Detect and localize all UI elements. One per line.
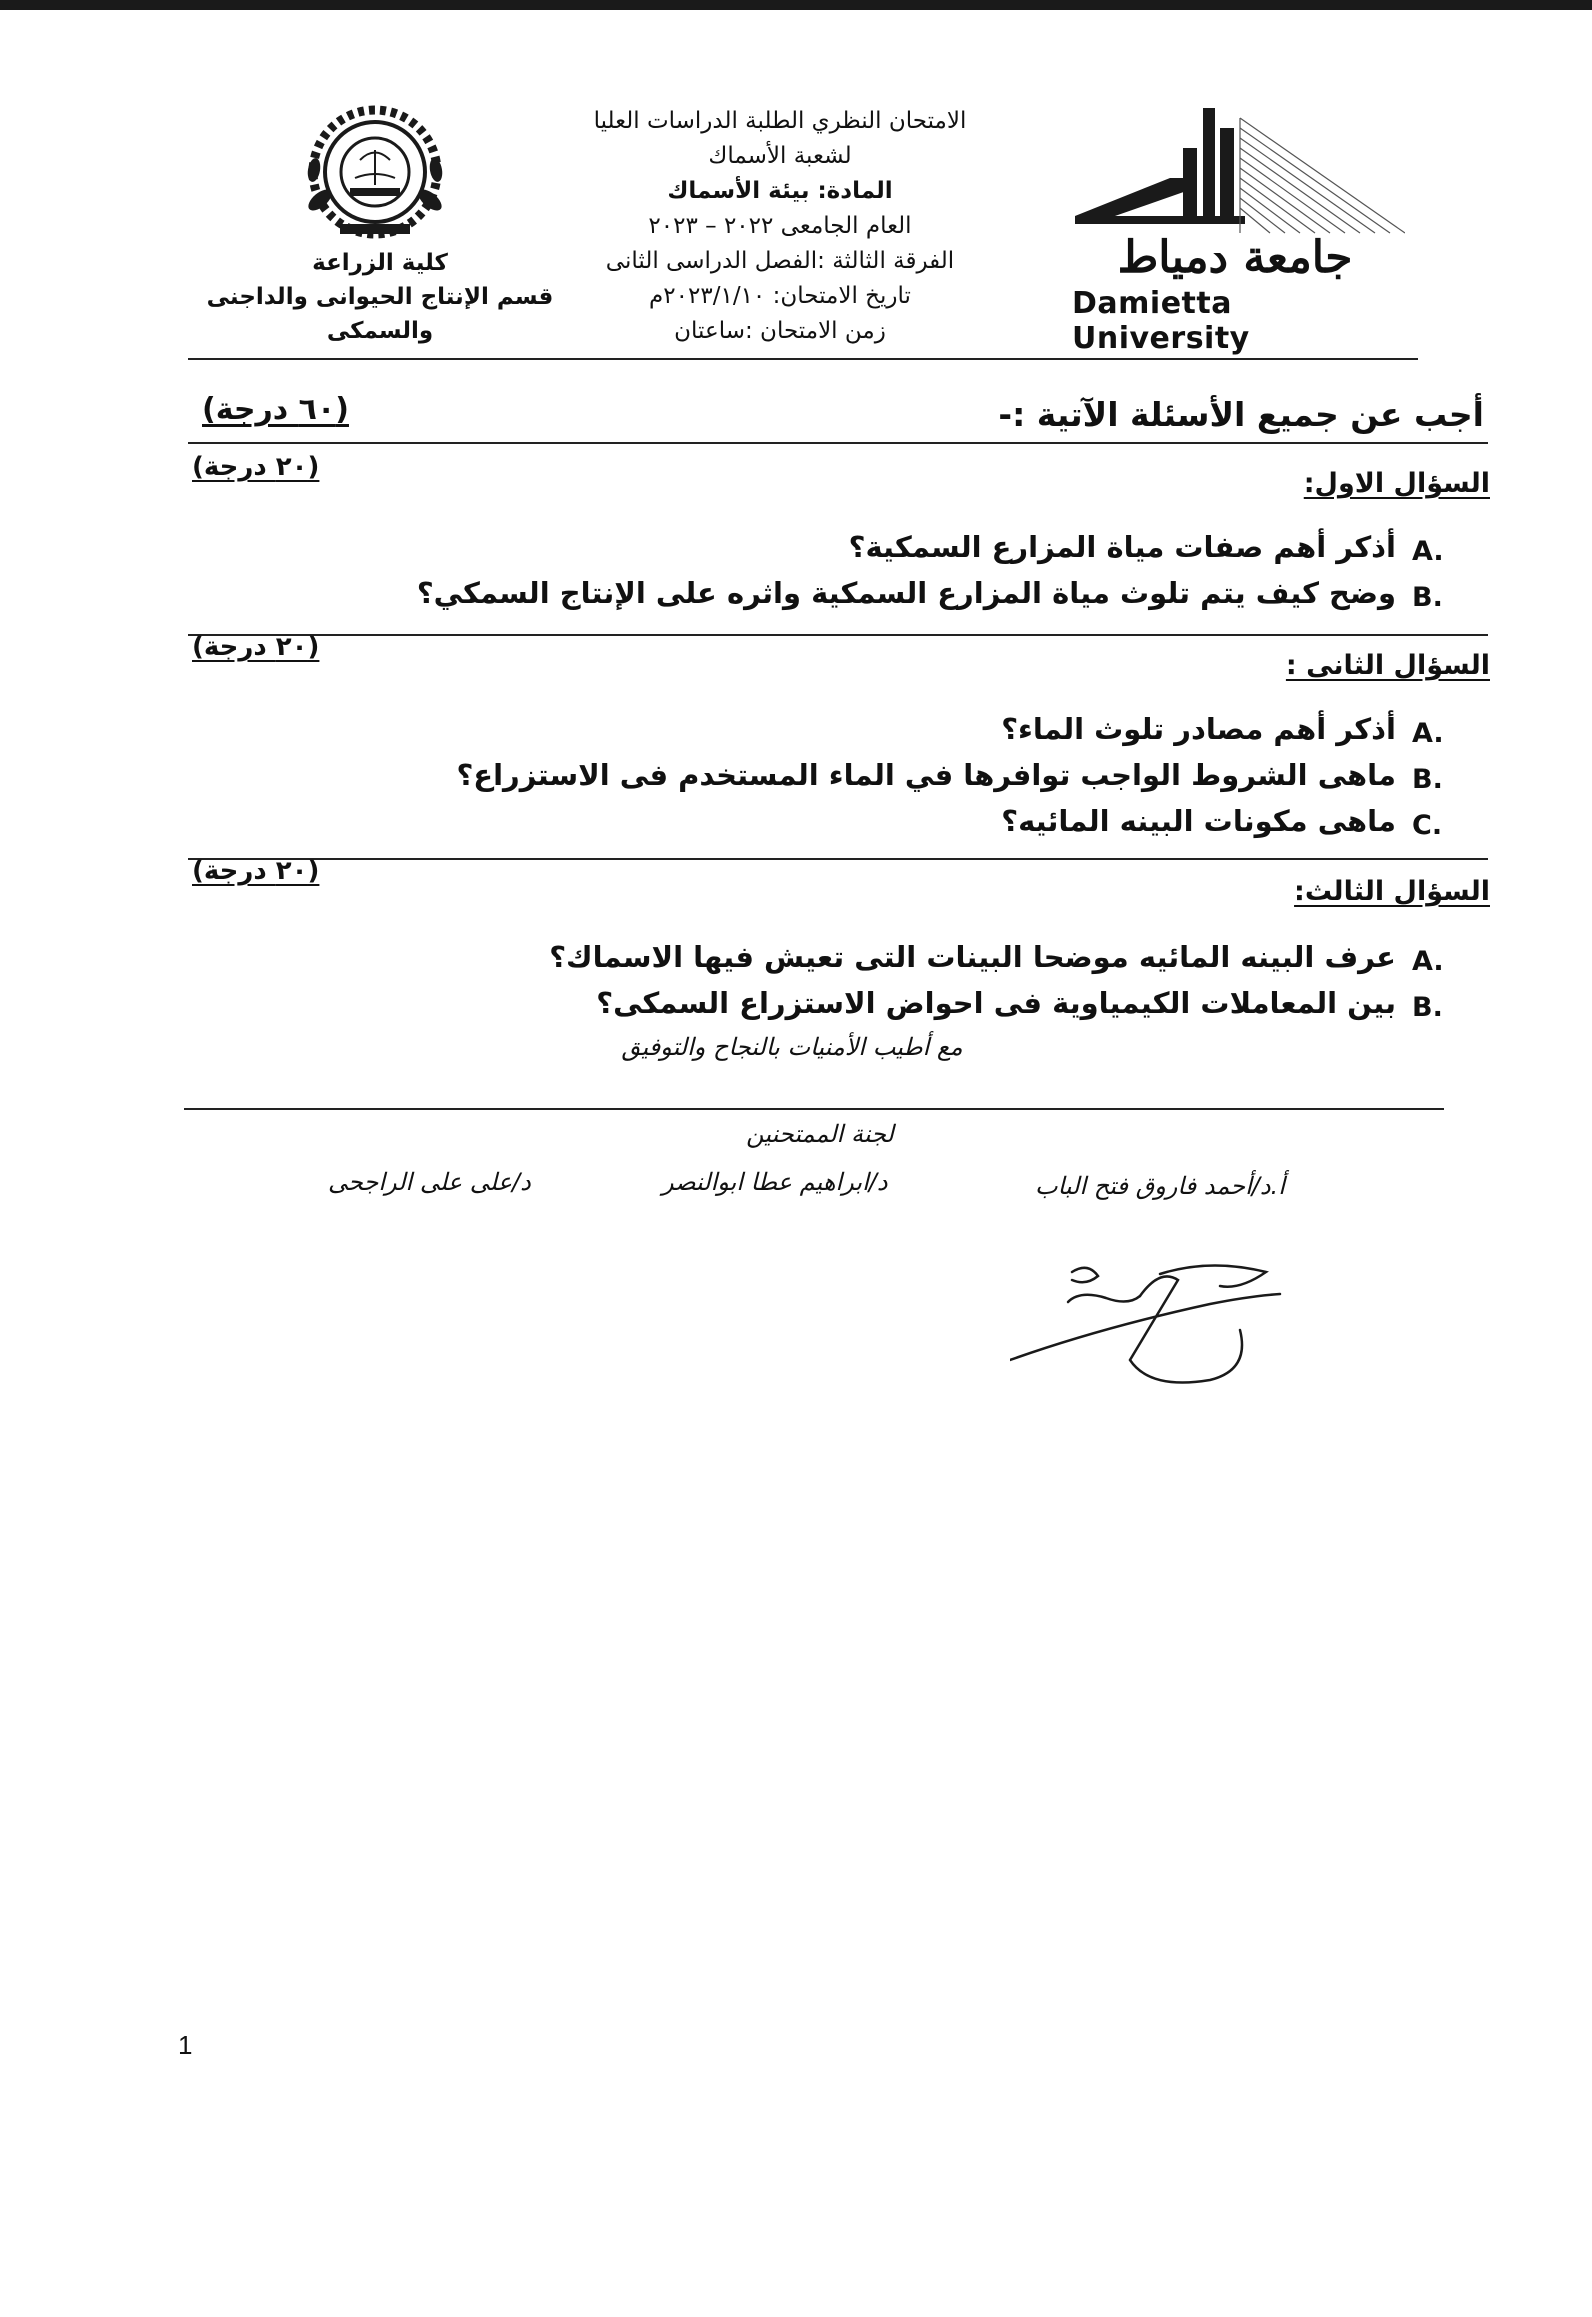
q3-item-b-letter: B. — [1412, 992, 1443, 1023]
exam-title: الامتحان النظري الطلبة الدراسات العليا — [593, 108, 967, 134]
faculty-seal-icon — [280, 100, 470, 250]
faculty-name: كلية الزراعة — [312, 250, 448, 276]
q2-item-a-letter: A. — [1412, 718, 1444, 749]
examiner-1: أ.د/أحمد فاروق فتح الباب — [1035, 1172, 1285, 1200]
committee-title: لجنة الممتحنين — [746, 1120, 894, 1148]
signature-icon — [1010, 1250, 1330, 1400]
q1-item-a-letter: A. — [1412, 536, 1444, 567]
q2-item-a: أذكر أهم مصادر تلوث الماء؟ — [1001, 712, 1396, 746]
total-marks: (٦٠ درجة) — [202, 392, 349, 427]
instructions: أجب عن جميع الأسئلة الآتية :- — [998, 395, 1484, 434]
university-logo-icon — [1075, 108, 1405, 238]
q2-item-c-letter: C. — [1412, 810, 1443, 841]
exam-year: العام الجامعى ٢٠٢٢ – ٢٠٢٣ — [648, 213, 912, 239]
q3-item-a-letter: A. — [1412, 946, 1444, 977]
q2-item-c: ماهى مكونات البينه المائيه؟ — [1001, 804, 1396, 838]
q2-title: السؤال الثانى : — [1285, 650, 1490, 681]
examiner-3: د/على على الراجحى — [328, 1168, 531, 1196]
scan-top-border — [0, 0, 1592, 10]
q3-marks: (٢٠ درجة) — [192, 856, 320, 886]
university-name-en: Damietta University — [1072, 286, 1250, 356]
page-number: 1 — [178, 2030, 193, 2060]
q1-item-a: أذكر أهم صفات مياة المزارع السمكية؟ — [848, 530, 1396, 564]
q1-divider — [188, 634, 1488, 636]
exam-info — [560, 104, 1000, 349]
q1-item-b: وضح كيف يتم تلوث مياة المزارع السمكية واثره على الإنتاج السمكي؟ — [416, 576, 1396, 610]
examiner-2: د/ابراهيم عطا ابوالنصر — [662, 1168, 888, 1196]
exam-level: الفرقة الثالثة :الفصل الدراسى الثانى — [605, 248, 955, 274]
q3-item-a: عرف البينه المائيه موضحا البينات التى تعيش فيها الاسماك؟ — [549, 940, 1396, 974]
faculty-info — [200, 246, 560, 348]
exam-date: تاريخ الامتحان: ٢٠٢٣/١/١٠م — [649, 283, 911, 309]
header-divider — [188, 358, 1418, 360]
exam-duration: زمن الامتحان :ساعتان — [674, 318, 886, 344]
q2-marks: (٢٠ درجة) — [192, 632, 320, 662]
q3-item-b: بين المعاملات الكيمياوية فى احواض الاستزراع السمكى؟ — [596, 986, 1396, 1020]
department-name: قسم الإنتاج الحيوانى والداجنى — [206, 284, 554, 310]
q1-marks: (٢٠ درجة) — [192, 452, 320, 482]
exam-subject: المادة: بيئة الأسماك — [667, 178, 893, 204]
footer-divider — [184, 1108, 1444, 1110]
q2-item-b-letter: B. — [1412, 764, 1443, 795]
q2-item-b: ماهى الشروط الواجب توافرها في الماء المستخدم فى الاستزراع؟ — [456, 758, 1396, 792]
closing-wish: مع أطيب الأمنيات بالنجاح والتوفيق — [621, 1033, 963, 1061]
exam-division: لشعبة الأسماك — [708, 143, 852, 169]
university-name-ar: جامعة دمياط — [1117, 232, 1353, 283]
q1-item-b-letter: B. — [1412, 582, 1443, 613]
q2-divider — [188, 858, 1488, 860]
q1-title: السؤال الاول: — [1303, 468, 1490, 499]
q3-title: السؤال الثالث: — [1294, 876, 1490, 907]
department-name-cont: والسمكى — [326, 318, 434, 344]
instructions-divider — [188, 442, 1488, 444]
